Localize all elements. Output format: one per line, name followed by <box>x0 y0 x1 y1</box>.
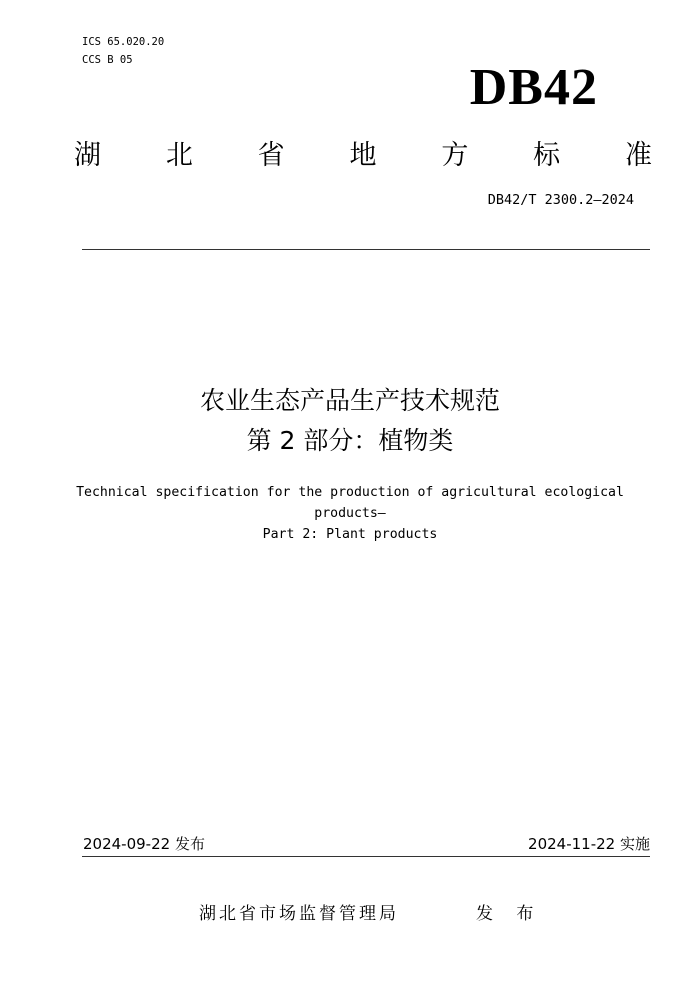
chinese-subtitle: 第 2 部分：植物类 <box>246 426 454 455</box>
footer-divider <box>82 856 650 857</box>
issue-date: 2024-09-22 发布 <box>83 835 205 853</box>
ccs-code: CCS B 05 <box>82 54 133 66</box>
standard-type-char: 湖 <box>74 139 101 171</box>
standard-type-title <box>74 132 652 172</box>
publish-label: 发 布 <box>476 904 543 924</box>
publisher-name: 湖北省市场监督管理局 <box>199 904 399 924</box>
english-title-line: Technical specification for the production of agricultural ecological <box>76 485 624 500</box>
db-mark-logo: DB42 <box>469 59 598 116</box>
standard-type-char: 方 <box>441 139 469 171</box>
standard-type-char: 北 <box>165 139 193 171</box>
chinese-title: 农业生态产品生产技术规范 <box>199 386 500 415</box>
ics-code: ICS 65.020.20 <box>82 36 165 48</box>
english-title-line: products— <box>314 506 386 521</box>
standard-code: DB42/T 2300.2—2024 <box>487 192 634 208</box>
standard-type-char: 标 <box>533 139 561 171</box>
header-divider <box>82 249 650 250</box>
standard-type-char: 省 <box>257 139 285 171</box>
implementation-date: 2024-11-22 实施 <box>528 835 650 853</box>
standard-type-char: 准 <box>624 139 652 171</box>
english-subtitle: Part 2: Plant products <box>262 527 438 542</box>
standard-type-char: 地 <box>349 139 377 171</box>
